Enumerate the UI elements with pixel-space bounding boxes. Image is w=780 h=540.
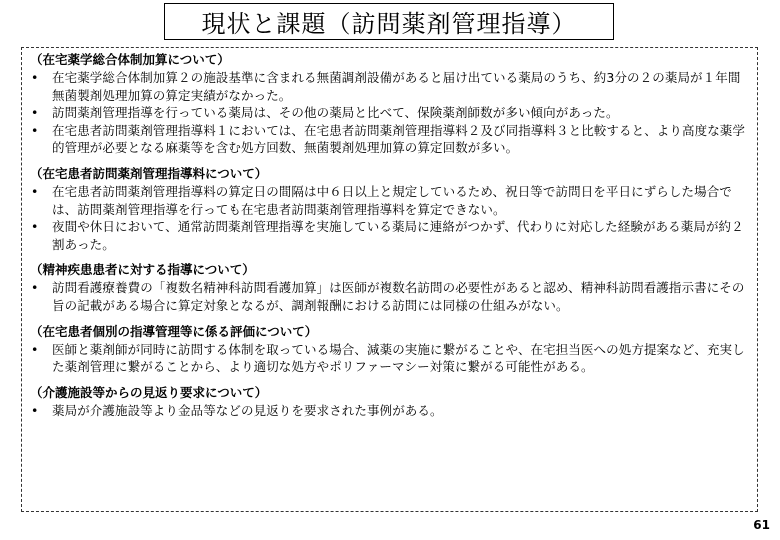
section-heading: （介護施設等からの見返り要求について） bbox=[30, 384, 268, 400]
list-item-text: 在宅患者訪問薬剤管理指導料１においては、在宅患者訪問薬剤管理指導料２及び同指導料３と比較すると、より高度な薬学的管理が必要となる麻薬等を含む処方回数、無菌製剤処理加算の算定回数が多い。 bbox=[52, 122, 746, 156]
bullet-icon: • bbox=[31, 70, 39, 85]
section-pharmacy-system-addition bbox=[30, 51, 749, 157]
list-item bbox=[30, 279, 749, 314]
content-frame bbox=[21, 47, 758, 512]
bullet-icon: • bbox=[31, 122, 39, 138]
list-item-text: 医師と薬剤師が同時に訪問する体制を取っている場合、減薬の実施に繋がることや、在宅担当医への処方提案など、充実した薬剤管理に繋がることから、より適切な処方やポリファーマシー対策に繋がる可能性がある。 bbox=[52, 341, 745, 375]
bullet-icon: • bbox=[31, 280, 39, 296]
section-heading: （在宅患者訪問薬剤管理指導料について） bbox=[30, 165, 268, 181]
section-care-facility-kickback bbox=[30, 384, 749, 420]
list-item bbox=[30, 69, 749, 104]
list-item-text: 夜間や休日において、通常訪問薬剤管理指導を実施している薬局に連絡がつかず、代わりに対応した経験がある薬局が約２割あった。 bbox=[52, 219, 744, 252]
list-item-text: 在宅患者訪問薬剤管理指導料の算定日の間隔は中６日以上と規定しているため、祝日等で訪問日を平日にずらした場合では、訪問薬剤管理指導を行っても在宅患者訪問薬剤管理指導料を算定できない。 bbox=[52, 183, 732, 217]
list-item-text: 訪問看護療養費の「複数名精神科訪問看護加算」は医師が複数名訪問の必要性があると認め、精神科訪問看護指示書にその旨の記載がある場合に算定対象となるが、調剤報酬における訪問には同様の仕組みがない。 bbox=[52, 280, 745, 313]
page-number: 61 bbox=[753, 518, 770, 532]
bullet-icon: • bbox=[31, 402, 39, 418]
bullet-icon: • bbox=[31, 341, 39, 357]
section-heading: （在宅患者個別の指導管理等に係る評価について） bbox=[30, 323, 318, 339]
bullet-icon: • bbox=[31, 183, 39, 199]
slide-title: 現状と課題（訪問薬剤管理指導） bbox=[164, 3, 614, 40]
list-item bbox=[30, 183, 749, 218]
list-item-text: 薬局が介護施設等より金品等などの見返りを要求された事例がある。 bbox=[52, 402, 443, 418]
list-item-text: 在宅薬学総合体制加算２の施設基準に含まれる無菌調剤設備があると届け出ている薬局のうち、約3分の２の薬局が１年間無菌製剤処理加算の算定実績がなかった。 bbox=[52, 70, 741, 103]
bullet-icon: • bbox=[31, 219, 39, 235]
list-item bbox=[30, 402, 749, 420]
list-item bbox=[30, 341, 749, 376]
section-psychiatric-guidance bbox=[30, 261, 749, 314]
list-item bbox=[30, 104, 749, 122]
section-home-visit-fee bbox=[30, 165, 749, 253]
section-individual-management bbox=[30, 323, 749, 376]
section-heading: （在宅薬学総合体制加算について） bbox=[30, 52, 230, 67]
bullet-icon: • bbox=[31, 105, 39, 121]
list-item bbox=[30, 218, 749, 253]
section-heading: （精神疾患患者に対する指導について） bbox=[30, 262, 255, 278]
list-item bbox=[30, 122, 749, 157]
list-item-text: 訪問薬剤管理指導を行っている薬局は、その他の薬局と比べて、保険薬剤師数が多い傾向があった。 bbox=[52, 105, 619, 121]
